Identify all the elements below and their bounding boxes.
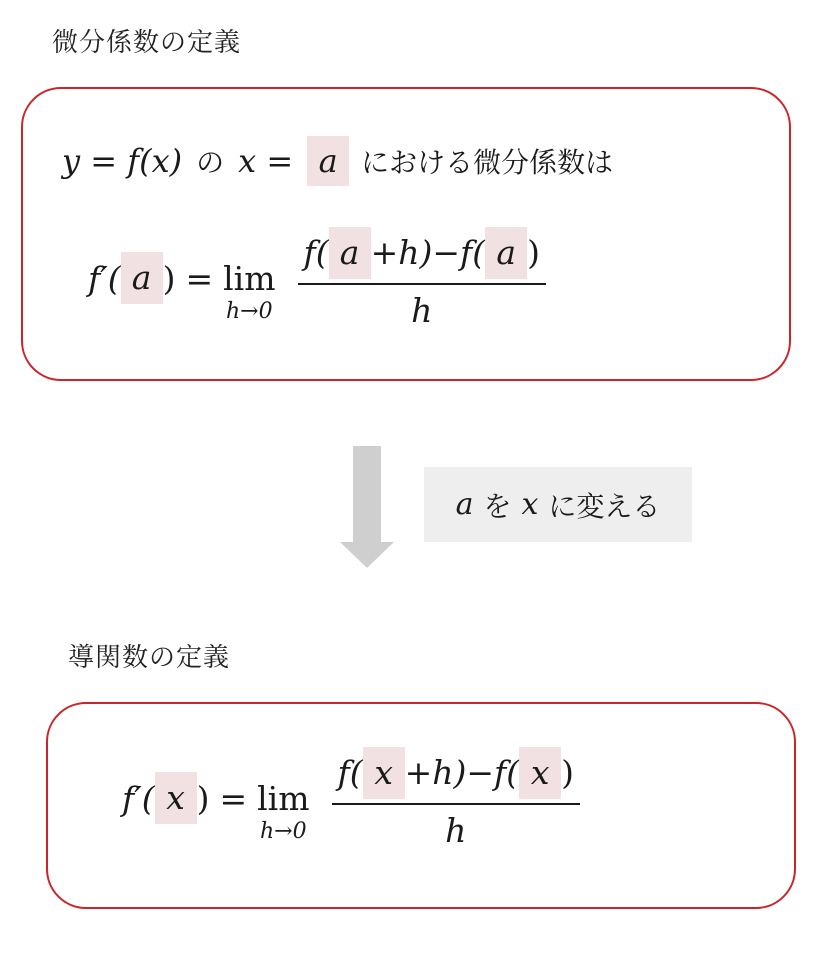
equals-sign: = <box>185 258 214 298</box>
numerator-middle: +h)−f( <box>404 753 520 792</box>
limit-operator <box>257 778 310 844</box>
numerator-highlighted-var-2: a <box>485 227 527 279</box>
statement-suffix: における微分係数は <box>361 146 614 179</box>
down-arrow-shaft <box>353 446 381 542</box>
lhs-highlighted-var: a <box>121 252 163 304</box>
difference-quotient <box>332 747 581 850</box>
denominator: h <box>411 290 433 330</box>
note-suffix: に変える <box>548 489 661 523</box>
statement-line <box>62 136 613 186</box>
section2-title: 導関数の定義 <box>68 643 231 673</box>
function-expression: y = f(x) <box>62 142 183 180</box>
denominator: h <box>445 810 467 850</box>
note-var-to: x <box>521 487 539 522</box>
limit-operator <box>223 258 276 324</box>
note-particle-wo: を <box>483 489 512 523</box>
variable-equals: x = <box>238 142 294 180</box>
lhs-suffix: ) <box>196 778 210 818</box>
numerator-middle: +h)−f( <box>370 233 486 272</box>
numerator-highlighted-var-2: x <box>519 747 561 799</box>
formula-derivative-function <box>122 748 580 848</box>
formula-derivative-coefficient <box>88 228 546 328</box>
section1-title: 微分係数の定義 <box>52 28 242 58</box>
lim-label: lim <box>257 778 310 818</box>
difference-quotient <box>298 227 547 330</box>
numerator-suffix: ) <box>561 753 575 792</box>
numerator-suffix: ) <box>527 233 541 272</box>
lim-label: lim <box>223 258 276 298</box>
transition-note <box>424 467 692 542</box>
numerator-prefix: f( <box>303 233 329 272</box>
numerator <box>332 747 581 803</box>
lhs-suffix: ) <box>162 258 176 298</box>
equals-sign: = <box>219 778 248 818</box>
lhs-prefix: f′( <box>122 778 155 818</box>
numerator-prefix: f( <box>337 753 363 792</box>
numerator-highlighted-var-1: a <box>329 227 371 279</box>
numerator-highlighted-var-1: x <box>363 747 405 799</box>
lhs-prefix: f′( <box>88 258 121 298</box>
particle-no: の <box>196 146 225 179</box>
lim-subscript: h→0 <box>226 298 273 324</box>
lhs-highlighted-var: x <box>155 772 197 824</box>
down-arrow-icon <box>340 542 394 568</box>
highlighted-value: a <box>307 136 349 186</box>
numerator <box>298 227 547 283</box>
note-var-from: a <box>455 487 474 522</box>
lim-subscript: h→0 <box>260 818 307 844</box>
